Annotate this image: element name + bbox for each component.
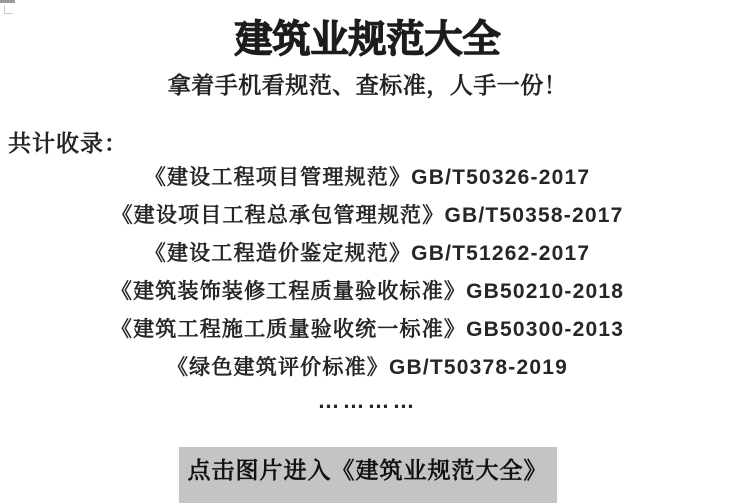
standards-list (0, 159, 735, 387)
page-title: 建筑业规范大全 (234, 19, 501, 61)
page-subtitle: 拿着手机看规范、查标准，人手一份！ (167, 72, 568, 98)
list-item: 《建筑装饰装修工程质量验收标准》GB50210-2018 (110, 280, 625, 303)
list-item: 《绿色建筑评价标准》GB/T50378-2019 (166, 356, 569, 379)
list-item: 《建设项目工程总承包管理规范》GB/T50358-2017 (111, 204, 624, 227)
corner-artifact (0, 0, 15, 3)
cta-bar (0, 447, 735, 503)
list-item: 《建设工程项目管理规范》GB/T50326-2017 (144, 166, 591, 189)
catalog-label: 共计收录： (8, 130, 128, 156)
list-ellipsis: ………… (317, 388, 418, 413)
enter-collection-link[interactable]: 点击图片进入《建筑业规范大全》 (179, 447, 557, 503)
list-item: 《建筑工程施工质量验收统一标准》GB50300-2013 (110, 318, 625, 341)
list-item: 《建设工程造价鉴定规范》GB/T51262-2017 (144, 242, 591, 265)
